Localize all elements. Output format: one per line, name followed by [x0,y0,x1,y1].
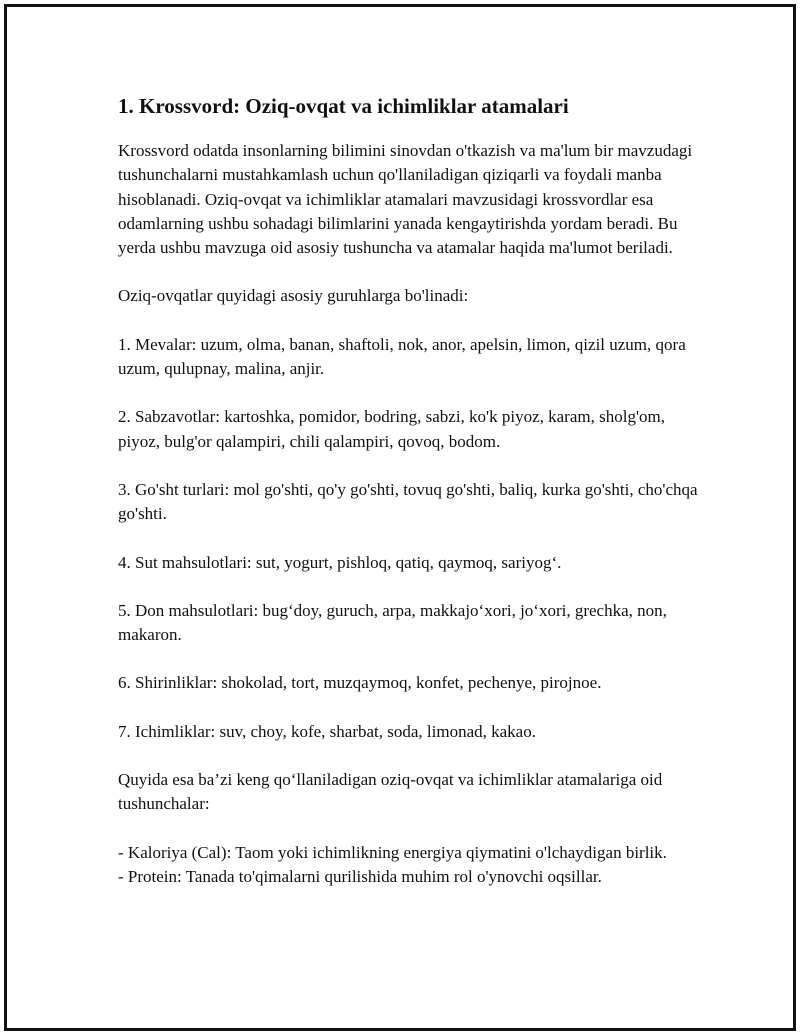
document-title: 1. Krossvord: Oziq-ovqat va ichimliklar atamalari [118,94,569,118]
group-item-drinks: 7. Ichimliklar: suv, choy, kofe, sharbat, soda, limonad, kakao. [118,721,536,741]
group-item-vegetables: 2. Sabzavotlar: kartoshka, pomidor, bodring, sabzi, ko'k piyoz, karam, sholg'om, piyoz, bulg'or qalampiri, chili qalampiri, qovoq, bodom. [118,407,665,451]
document-body [118,92,698,889]
group-item-dairy: 4. Sut mahsulotlari: sut, yogurt, pishloq, qatiq, qaymoq, sariyog‘. [118,552,562,572]
intro-paragraph: Krossvord odatda insonlarning bilimini sinovdan o'tkazish va ma'lum bir mavzudagi tushunchalarni mustahkamlash uchun qo'llaniladigan qiziqarli va foydali manba hisoblanadi. Oziq-ovqat va ichimliklar atamalari mavzusidagi krossvordlar esa odamlarning ushbu sohadagi bilimlarini yanada kengaytirishda yordam beradi. Bu yerda ushbu mavzuga oid asosiy tushuncha va atamalar haqida ma'lumot beriladi. [118,141,693,258]
term-item-protein: - Protein: Tanada to'qimalarni qurilishida muhim rol o'ynovchi oqsillar. [118,866,602,886]
term-item-calorie: - Kaloriya (Cal): Taom yoki ichimlikning energiya qiymatini o'lchaydigan birlik. [118,842,667,862]
group-item-fruits: 1. Mevalar: uzum, olma, banan, shaftoli, nok, anor, apelsin, limon, qizil uzum, qora uzum, qulupnay, malina, anjir. [118,334,686,379]
groups-intro-paragraph: Oziq-ovqatlar quyidagi asosiy guruhlarga bo'linadi: [118,286,469,306]
group-item-grains: 5. Don mahsulotlari: bug‘doy, guruch, arpa, makkajo‘xori, jo‘xori, grechka, non, makaron. [118,600,667,645]
terms-intro-paragraph: Quyida esa ba’zi keng qo‘llaniladigan oziq-ovqat va ichimliklar atamalariga oid tushunchalar: [118,770,663,814]
group-item-sweets: 6. Shirinliklar: shokolad, tort, muzqaymoq, konfet, pechenye, pirojnoe. [118,673,602,693]
terms-list [118,841,698,890]
group-item-meats: 3. Go'sht turlari: mol go'shti, qo'y go'shti, tovuq go'shti, baliq, kurka go'shti, cho'chqa go'shti. [118,479,698,524]
